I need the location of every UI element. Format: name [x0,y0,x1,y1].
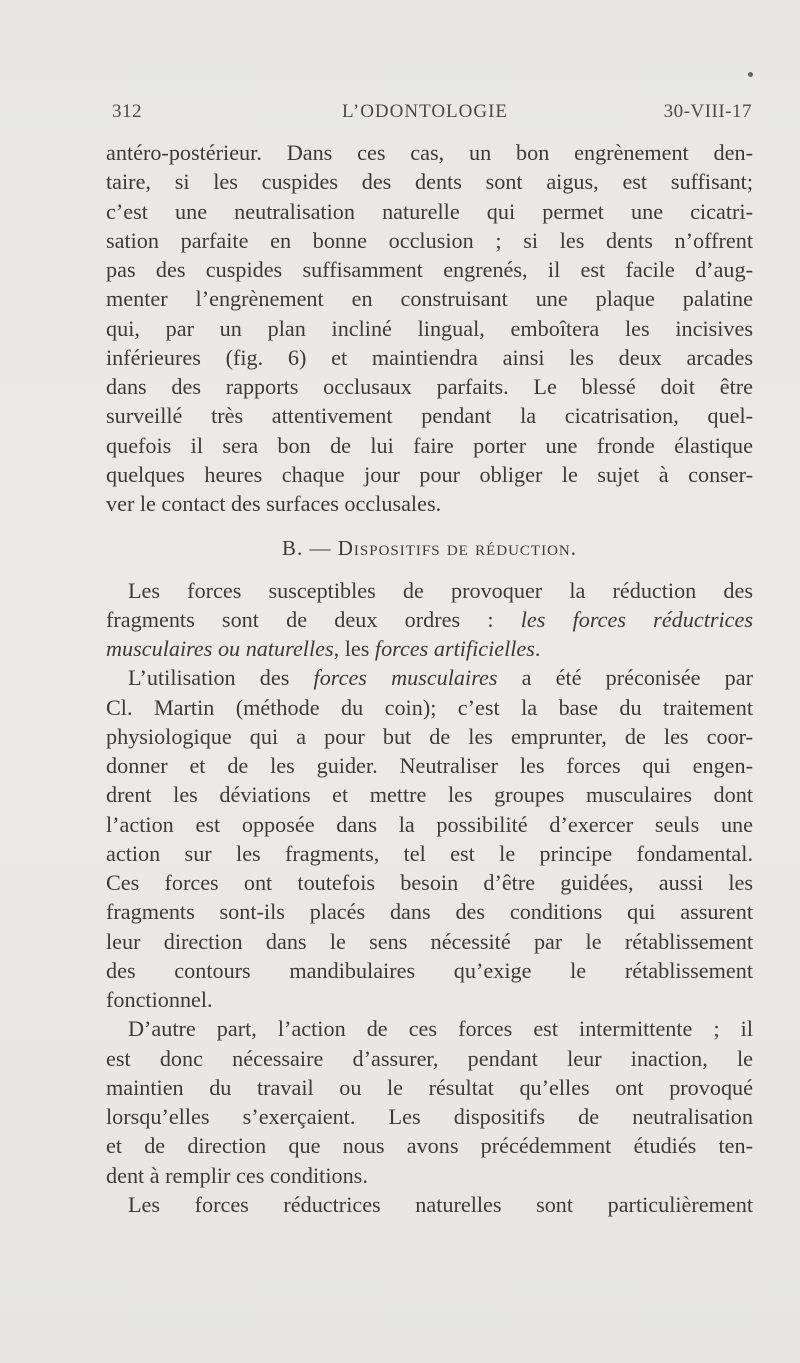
text-line: sation parfaite en bonne occlusion ; si les dents n’offrent [106,227,753,253]
text-line: Cl. Martin (méthode du coin); c’est la base du traitement [106,694,753,720]
paragraph-3 [106,663,753,1014]
section-heading: B. — Dispositifs de réduction. [281,536,578,561]
text-fragment: fragments sont de deux ordres : [106,606,521,632]
text-line [106,634,753,663]
text-line: leur direction dans le sens nécessité par le rétablissement [106,928,753,954]
text-line: menter l’engrènement en construisant une plaque palatine [106,286,753,312]
text-line: est donc nécessaire d’assurer, pendant leur inaction, le [106,1045,753,1071]
paragraph-5 [106,1190,753,1219]
paragraph-4 [106,1014,753,1190]
body-text [106,138,753,1219]
italic-fragment: forces artificielles [374,636,535,661]
text-line: maintien du travail ou le résultat qu’elles ont provoqué [106,1074,753,1100]
text-fragment: . [534,636,541,661]
text-line: inférieures (fig. 6) et maintiendra ainsi les deux arcades [106,344,753,370]
italic-fragment: musculaires ou naturelles [106,636,334,661]
text-line: l’action est opposée dans la possibilité d’exercer seuls une [106,811,753,837]
text-line: qui, par un plan incliné lingual, emboîtera les incisives [106,315,753,341]
text-line: pas des cuspides suffisamment engrenés, il est facile d’aug- [106,257,753,282]
text-line: fonctionnel. [106,987,213,1012]
text-line: dans des rapports occlusaux parfaits. Le blessé doit être [106,374,753,399]
text-line: Les forces réductrices naturelles sont particulièrement [128,1191,753,1217]
text-line: quelques heures chaque jour pour obliger le sujet à conser- [106,461,753,487]
text-line: donner et de les guider. Neutraliser les forces qui engen- [106,753,753,778]
text-line: ver le contact des surfaces occlusales. [106,491,442,516]
text-line: drent les déviations et mettre les groupes musculaires dont [106,782,753,808]
text-line: quefois il sera bon de lui faire porter une fronde élastique [106,432,753,458]
text-line: fragments sont-ils placés dans des conditions qui assurent [106,899,753,925]
text-line: c’est une neutralisation naturelle qui permet une cicatri- [106,198,753,224]
text-line: physiologique qui a pour but de les emprunter, de les coor- [106,723,753,749]
text-line: Les forces susceptibles de provoquer la réduction des [128,577,753,603]
text-line: surveillé très attentivement pendant la cicatrisation, quel- [106,403,753,429]
text-line: des contours mandibulaires qu’exige le rétablissement [106,957,753,983]
italic-fragment: les forces réductrices [520,606,753,632]
text-line [106,605,753,634]
text-line: et de direction que nous avons précédemment étudiés ten- [106,1133,753,1159]
text-fragment: L’utilisation des [128,665,314,691]
text-line: dent à remplir ces conditions. [106,1162,368,1188]
text-fragment: a été préconisée par [497,665,753,691]
speck-mark [748,72,753,77]
text-line: taire, si les cuspides des dents sont aigus, est suffisant; [106,169,753,195]
text-line: lorsqu’elles s’exerçaient. Les dispositifs de neutralisation [106,1104,753,1129]
italic-fragment: forces musculaires [313,665,498,691]
journal-title: L’ODONTOLOGIE [342,101,509,122]
paragraph-1 [106,138,753,518]
text-line: action sur les fragments, tel est le principe fondamental. [106,840,753,866]
text-line: Ces forces ont toutefois besoin d’être guidées, aussi les [106,870,753,895]
text-line: D’autre part, l’action de ces forces est intermittente ; il [128,1016,753,1042]
page-number: 312 [112,101,142,122]
text-line: antéro-postérieur. Dans ces cas, un bon engrènement den- [106,140,753,165]
paragraph-2 [106,576,753,664]
text-fragment: , les [333,636,375,661]
text-line [106,663,753,692]
running-header [112,101,752,133]
issue-date: 30-VIII-17 [663,101,752,122]
